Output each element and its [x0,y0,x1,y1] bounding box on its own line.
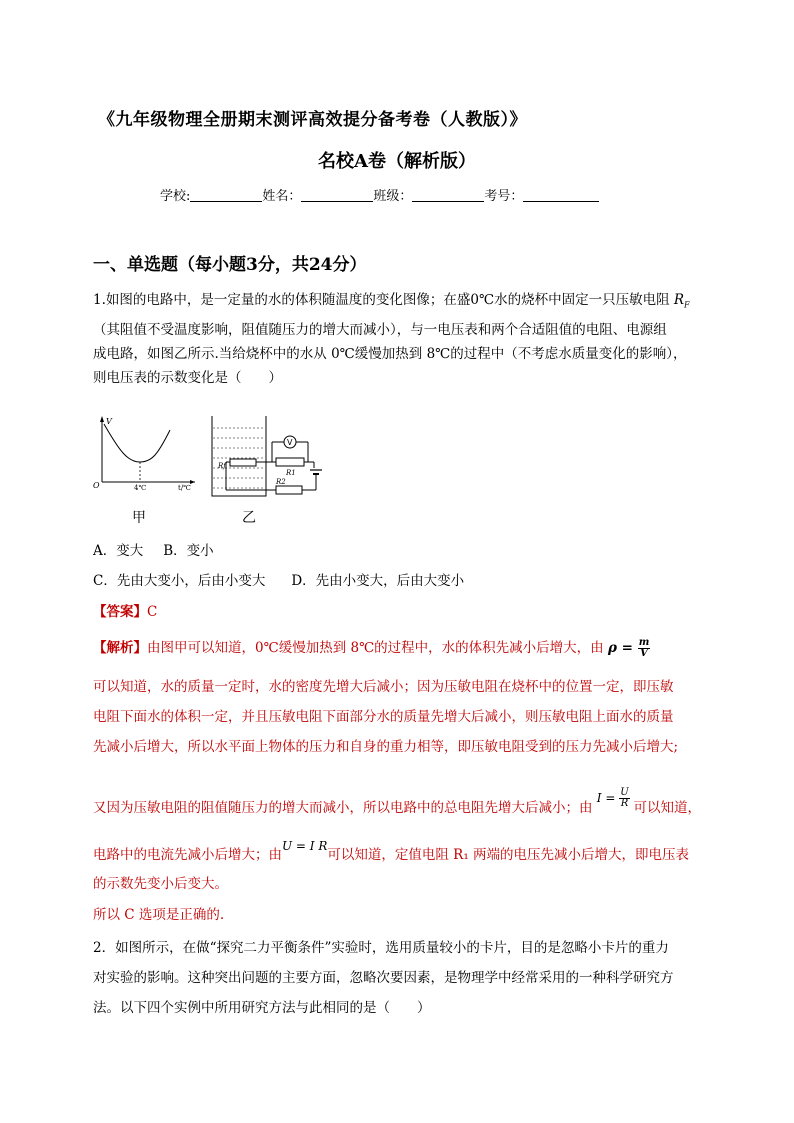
option-b[interactable]: B．变小 [163,543,214,559]
q1-line3: 成电路，如图乙所示.当给烧杯中的水从 0℃缓慢加热到 8℃的过程中（不考虑水质量变化的影响）， [93,345,687,362]
school-label: 学校: [160,189,191,204]
exam-no-label: 考号： [484,189,524,204]
class-label: 班级： [373,189,413,204]
rho-formula [607,637,650,659]
class-blank[interactable] [412,188,484,202]
analysis-text-5a: 又因为压敏电阻的阻值随压力的增大而减小，所以电路中的总电阻先增大后减小；由 [93,800,593,816]
q1-options-row1 [93,539,214,559]
graph-o-label: O [93,481,100,490]
exam-no-blank[interactable] [523,188,599,202]
analysis-text-6a: 电路中的电流先减小后增大；由 [93,847,282,863]
voltmeter-label: V [287,438,293,447]
analysis-text-5b: 可以知道， [633,800,701,816]
i-num: U [620,787,629,798]
graph-curve [104,424,170,462]
rho-fraction [638,638,651,659]
graph-volume-temperature [90,412,200,492]
u-formula: U = I R [282,839,328,853]
figure-caption-yi: 乙 [242,510,256,526]
document-title: 《九年级物理全册期末测评高效提分备考卷（人教版）》 [98,110,527,130]
resistor-r2 [276,486,302,494]
resistor-r1 [276,458,304,466]
answer-label: 【答案】 [93,604,147,620]
analysis-line4: 先减小后增大，所以水平面上物体的压力和自身的重力相等，即压敏电阻受到的压力先减小后增大; [93,739,679,755]
analysis-line1 [93,636,650,659]
rf-r: R [673,292,685,308]
q1-line2: （其阻值不受温度影响，阻值随压力的增大而减小），与一电压表和两个合适阻值的电阻、电源组 [93,321,667,338]
i-fraction [619,788,629,809]
q2-stem [93,933,703,1023]
analysis-block [93,672,703,762]
analysis-line7: 的示数先变小后变大。 [93,876,228,892]
option-a[interactable]: A．变大 [93,543,144,559]
graph-4c-label: 4℃ [134,484,147,492]
resistor-rf [230,459,256,466]
q1-options-row2 [93,569,464,589]
figure-caption-jia: 甲 [132,510,146,526]
analysis-text-6b: 可以知道，定值电阻 R₁ 两端的电压先减小后增大，即电压表 [327,847,690,863]
conclusion: 所以 C 选项是正确的. [93,907,225,923]
rho-den: V [640,648,648,659]
rho-lhs: ρ = [607,640,633,656]
graph-v-label: V [106,417,112,426]
analysis-line6 [93,839,690,863]
option-c[interactable]: C．先由大变小，后由小变大 [93,573,266,589]
analysis-line5 [93,787,701,819]
q2-line3: 法。以下四个实例中所用研究方法与此相同的是（ ） [93,1000,431,1016]
analysis-line3: 电阻下面水的体积一定，并且压敏电阻下面部分水的质量先增大后减小，则压敏电阻上面水的质量 [93,709,674,725]
analysis-text-1: 由图甲可以知道，0℃缓慢加热到 8℃的过程中，水的体积先减小后增大，由 [147,640,604,656]
rf-label: Rf [218,462,226,470]
q1-stem [93,288,703,390]
q1-answer [93,600,157,620]
rf-sub: F [684,300,690,310]
q1-rf-symbol [674,292,690,308]
q1-line1: 1.如图的电路中，是一定量的水的体积随温度的变化图像；在盛0℃水的烧杯中固定一只压敏电阻 [93,292,670,308]
q2-line2: 对实验的影响。这种突出问题的主要方面，忽略次要因素，是物理学中经常采用的一种科学研究方 [93,970,674,986]
analysis-label: 【解析】 [93,640,147,656]
analysis-line2: 可以知道，水的质量一定时，水的密度先增大后减小；因为压敏电阻在烧杯中的位置一定，即压敏 [93,679,674,695]
option-d[interactable]: D．先由小变大，后由大变小 [291,573,465,589]
i-lhs: I = [596,791,616,805]
section-heading: 一、单选题（每小题3分，共24分） [93,255,367,275]
rho-num: m [638,637,650,648]
school-blank[interactable] [190,188,262,202]
name-label: 姓名： [262,189,302,204]
r1-label: R1 [286,469,296,477]
circuit-diagram [206,412,336,504]
i-formula [596,787,634,809]
q1-line4: 则电压表的示数变化是（ ） [93,369,282,386]
q2-line1: 2．如图所示，在做“探究二力平衡条件”实验时，选用质量较小的卡片，目的是忽略小卡片的重力 [93,940,669,956]
i-den: R [620,798,629,809]
student-info-line [160,185,599,204]
name-blank[interactable] [301,188,373,202]
graph-y-arrow [100,416,104,422]
r2-label: R2 [276,478,286,486]
document-subtitle: 名校A卷（解析版） [318,151,476,172]
answer-value: C [147,604,158,620]
graph-t-label: t/℃ [178,484,192,492]
